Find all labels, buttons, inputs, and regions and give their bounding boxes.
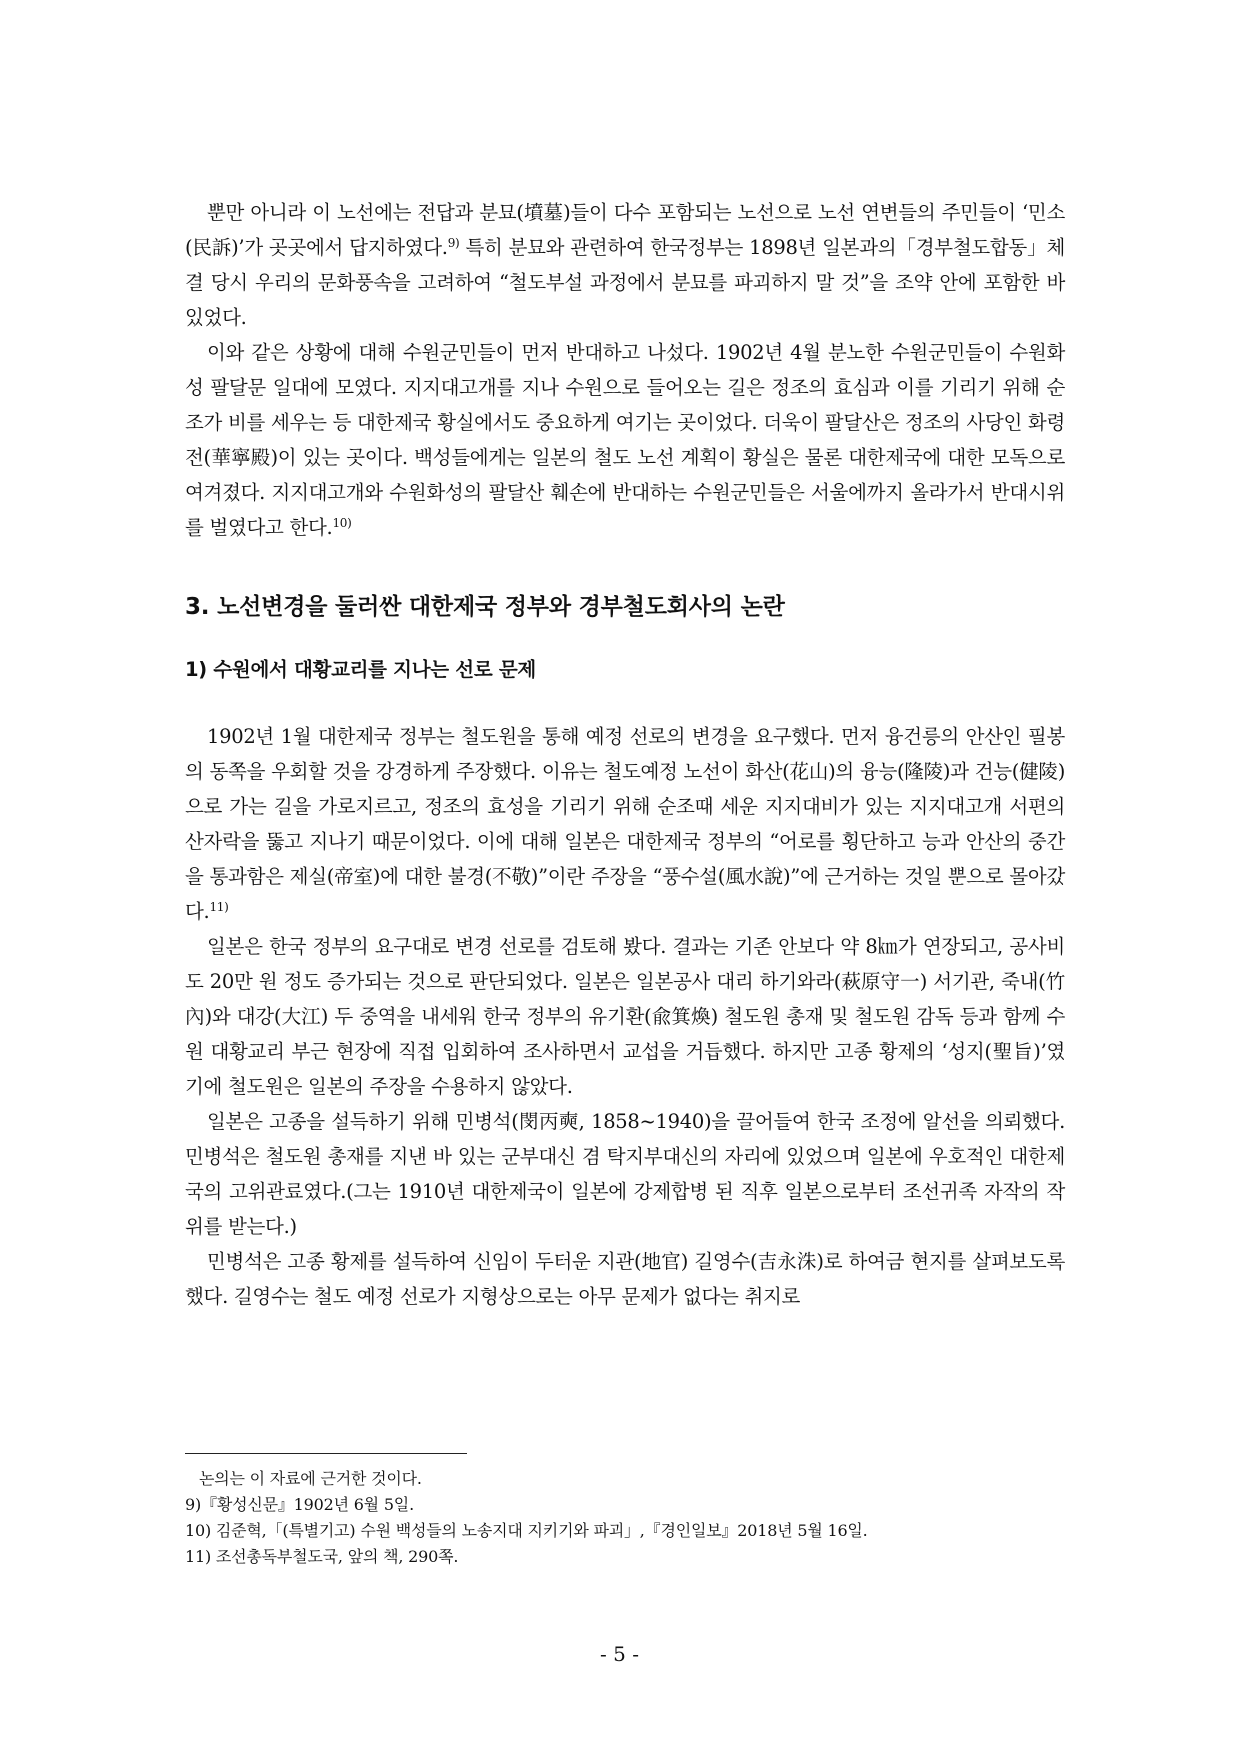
body-paragraph [185, 335, 1065, 545]
subsection-heading: 1) 수원에서 대황교리를 지나는 선로 문제 [185, 658, 536, 681]
paragraph-text: 1902년 1월 대한제국 정부는 철도원을 통해 예정 선로의 변경을 요구했다. 먼저 융건릉의 안산인 필봉의 동쪽을 우회할 것을 강경하게 주장했다. 이유는 철도예정 노선이 화산(花山)의 융능(隆陵)과 건능(健陵)으로 가는 길을 가로지르고, 정조의 효성을 기리기 위해 순조때 세운 지지대비가 있는 지지대고개 서편의 산자락을 뚫고 지나기 때문이었다. 이에 대해 일본은 대한제국 정부의 “어로를 횡단하고 능과 안산의 중간을 통과함은 제실(帝室)에 대한 불경(不敬)”이란 주장을 “풍수설(風水說)”에 근거하는 것일 뿐으로 몰아갔다. [185, 725, 1065, 923]
page-body [185, 195, 1065, 1314]
body-paragraph: 민병석은 고종 황제를 설득하여 신임이 두터운 지관(地官) 길영수(吉永洙)로 하여금 현지를 살펴보도록 했다. 길영수는 철도 예정 선로가 지형상으로는 아무 문제가 없다는 취지로 [185, 1250, 1065, 1308]
paragraph-text: 이와 같은 상황에 대해 수원군민들이 먼저 반대하고 나섰다. 1902년 4월 분노한 수원군민들이 수원화성 팔달문 일대에 모였다. 지지대고개를 지나 수원으로 들어오는 길은 정조의 효심과 이를 기리기 위해 순조가 비를 세우는 등 대한제국 황실에서도 중요하게 여기는 곳이었다. 더욱이 팔달산은 정조의 사당인 화령전(華寧殿)이 있는 곳이다. 백성들에게는 일본의 철도 노선 계획이 황실은 물론 대한제국에 대한 모독으로 여겨졌다. 지지대고개와 수원화성의 팔달산 훼손에 반대하는 수원군민들은 서울에까지 올라가서 반대시위를 벌였다고 한다. [185, 341, 1065, 539]
footnote-line: 9)『황성신문』1902년 6월 5일. [185, 1495, 414, 1514]
footnote-ref: 9) [447, 236, 460, 250]
footnote-ref: 10) [332, 516, 352, 530]
footnote-line: 11) 조선총독부철도국, 앞의 책, 290쪽. [185, 1547, 459, 1566]
paragraph-text: 뿐만 아니라 이 노선에는 전답과 분묘(墳墓)들이 다수 포함되는 노선으로 노선 연변들의 주민들이 ‘민소(民訴)’가 곳곳에서 답지하였다. [185, 201, 1065, 259]
footnote-line: 논의는 이 자료에 근거한 것이다. [199, 1469, 422, 1488]
footnote-ref: 11) [209, 900, 229, 914]
body-paragraph [185, 719, 1065, 929]
paragraph-text: 특히 분묘와 관련하여 한국정부는 1898년 일본과의「경부철도합동」체결 당시 우리의 문화풍속을 고려하여 “철도부설 과정에서 분묘를 파괴하지 말 것”을 조약 안에 포함한 바 있었다. [185, 236, 1065, 329]
page-number: - 5 - [600, 1642, 639, 1666]
footnote-divider [185, 1453, 467, 1454]
footnote-line: 10) 김준혁,「(특별기고) 수원 백성들의 노송지대 지키기와 파괴」,『경인일보』2018년 5월 16일. [185, 1521, 868, 1540]
body-paragraph: 일본은 한국 정부의 요구대로 변경 선로를 검토해 봤다. 결과는 기존 안보다 약 8㎞가 연장되고, 공사비도 20만 원 정도 증가되는 것으로 판단되었다. 일본은 일본공사 대리 하기와라(萩原守一) 서기관, 죽내(竹內)와 대강(大江) 두 중역을 내세워 한국 정부의 유기환(兪箕煥) 철도원 총재 및 철도원 감독 등과 함께 수원 대황교리 부근 현장에 직접 입회하여 조사하면서 교섭을 거듭했다. 하지만 고종 황제의 ‘성지(聖旨)’였기에 철도원은 일본의 주장을 수용하지 않았다. [185, 935, 1065, 1098]
body-paragraph [185, 195, 1065, 335]
body-paragraph: 일본은 고종을 설득하기 위해 민병석(閔丙奭, 1858~1940)을 끌어들여 한국 조정에 알선을 의뢰했다. 민병석은 철도원 총재를 지낸 바 있는 군부대신 겸 탁지부대신의 자리에 있었으며 일본에 우호적인 대한제국의 고위관료였다.(그는 1910년 대한제국이 일본에 강제합병 된 직후 일본으로부터 조선귀족 자작의 작위를 받는다.) [185, 1110, 1065, 1238]
section-heading: 3. 노선변경을 둘러싼 대한제국 정부와 경부철도회사의 논란 [185, 594, 785, 620]
footnotes [185, 1453, 1065, 1570]
